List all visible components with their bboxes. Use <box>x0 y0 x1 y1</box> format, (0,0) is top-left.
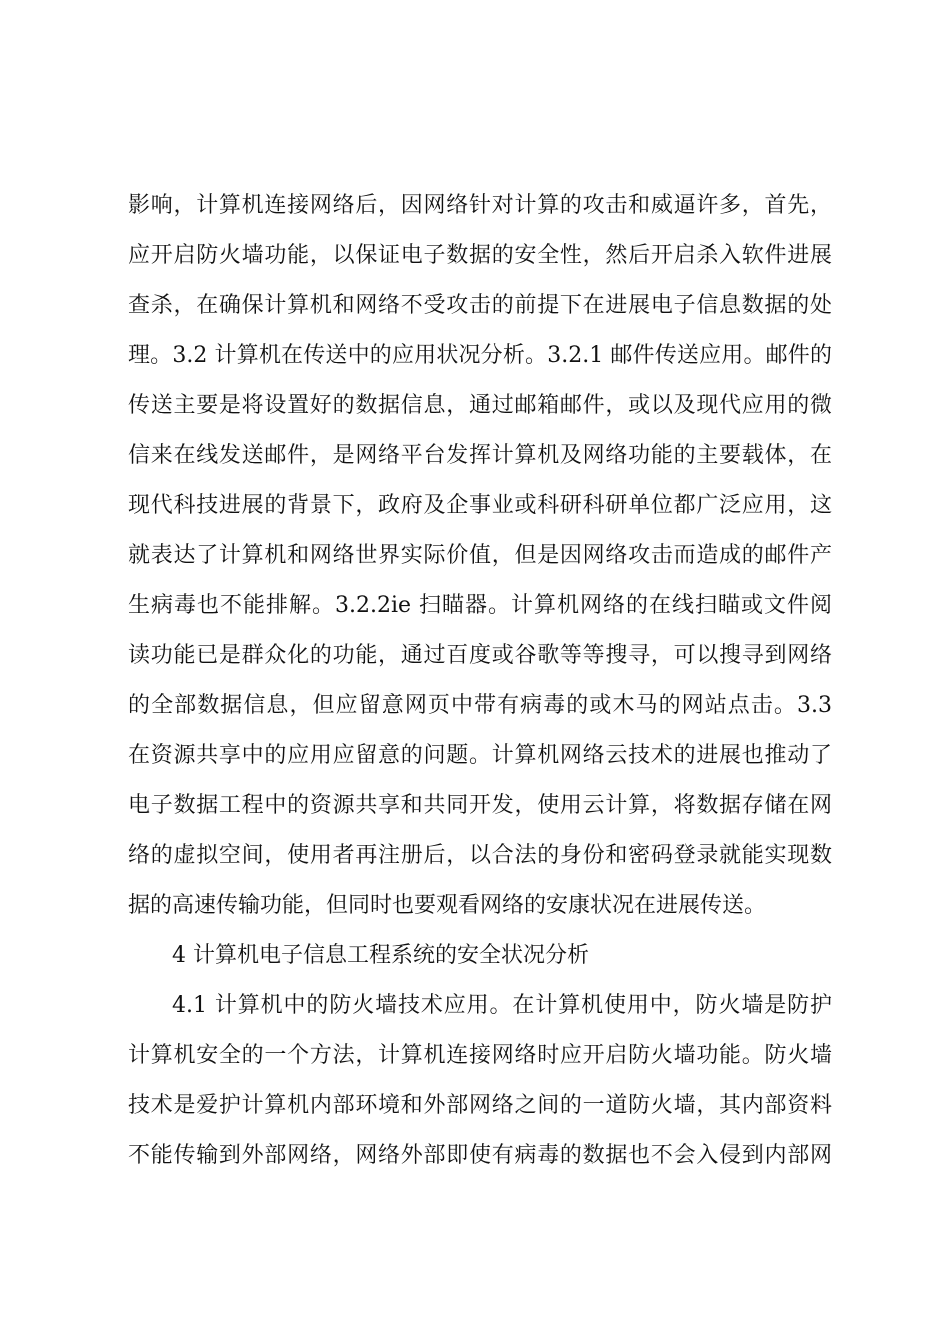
paragraph-line: 查杀，在确保计算机和网络不受攻击的前提下在进展电子信息数据的处 <box>128 293 832 318</box>
paragraph-line: 计算机安全的一个方法，计算机连接网络时应开启防火墙功能。防火墙 <box>128 1043 832 1068</box>
paragraph-line: 4.1 计算机中的防火墙技术应用。在计算机使用中，防火墙是防护 <box>172 993 832 1018</box>
paragraph-line: 络的虚拟空间，使用者再注册后，以合法的身份和密码登录就能实现数 <box>128 843 832 868</box>
paragraph-line: 应开启防火墙功能，以保证电子数据的安全性，然后开启杀入软件进展 <box>128 243 832 268</box>
paragraph-line: 现代科技进展的背景下，政府及企事业或科研科研单位都广泛应用，这 <box>128 493 832 518</box>
paragraph-line: 在资源共享中的应用应留意的问题。计算机网络云技术的进展也推动了 <box>128 743 832 768</box>
paragraph-line: 理。3.2 计算机在传送中的应用状况分析。3.2.1 邮件传送应用。邮件的 <box>128 343 832 368</box>
paragraph-line: 影响，计算机连接网络后，因网络针对计算的攻击和威逼许多，首先， <box>128 193 832 218</box>
paragraph-line: 传送主要是将设置好的数据信息，通过邮箱邮件，或以及现代应用的微 <box>128 393 832 418</box>
paragraph-line: 生病毒也不能排解。3.2.2ie 扫瞄器。计算机网络的在线扫瞄或文件阅 <box>128 593 832 618</box>
paragraph-line: 电子数据工程中的资源共享和共同开发，使用云计算，将数据存储在网 <box>128 793 832 818</box>
paragraph-line: 读功能已是群众化的功能，通过百度或谷歌等等搜寻，可以搜寻到网络 <box>128 643 832 668</box>
paragraph-line: 技术是爱护计算机内部环境和外部网络之间的一道防火墙，其内部资料 <box>128 1093 832 1118</box>
paragraph-line: 就表达了计算机和网络世界实际价值，但是因网络攻击而造成的邮件产 <box>128 543 832 568</box>
paragraph-line: 的全部数据信息，但应留意网页中带有病毒的或木马的网站点击。3.3 <box>128 693 832 718</box>
paragraph-line: 不能传输到外部网络，网络外部即使有病毒的数据也不会入侵到内部网 <box>128 1143 832 1168</box>
paragraph-line: 据的高速传输功能，但同时也要观看网络的安康状况在进展传送。 <box>128 893 767 918</box>
section-heading: 4 计算机电子信息工程系统的安全状况分析 <box>172 943 589 968</box>
paragraph-line: 信来在线发送邮件，是网络平台发挥计算机及网络功能的主要载体，在 <box>128 443 832 468</box>
